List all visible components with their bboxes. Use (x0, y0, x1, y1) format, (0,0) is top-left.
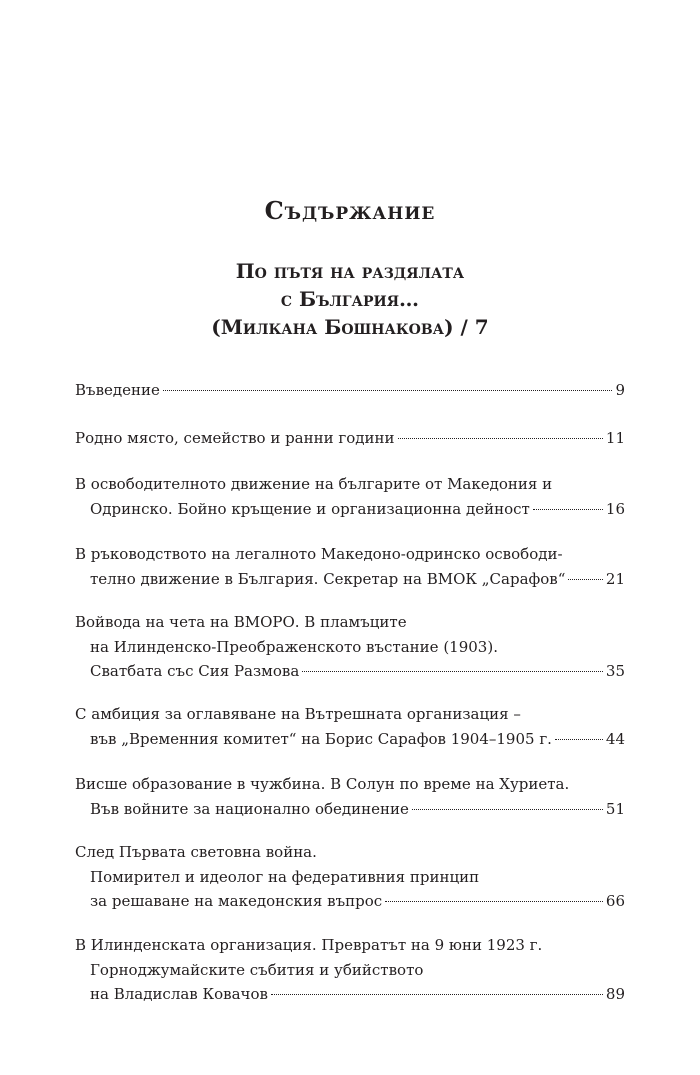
dot-leader (533, 509, 603, 510)
toc-entry-title: В ръководството на легалното Македоно-одринско освободи- (75, 545, 563, 563)
dot-leader (412, 809, 603, 810)
toc-entry (75, 472, 625, 521)
toc-entry-title: на Владислав Ковачов (90, 985, 268, 1003)
toc-line (75, 797, 625, 822)
toc-line (75, 567, 625, 592)
toc-line (75, 472, 625, 497)
toc-entry-title: Въведение (75, 381, 160, 399)
toc-line (75, 702, 625, 727)
toc-entry (75, 542, 625, 591)
toc-entry (75, 933, 625, 1007)
toc-entry (75, 610, 625, 684)
toc-line (75, 772, 625, 797)
toc-page-number: 89 (605, 985, 625, 1003)
toc-line (75, 426, 625, 451)
toc-entry-title: В Илинденската организация. Превратът на 9 юни 1923 г. (75, 936, 543, 954)
subtitle (0, 257, 700, 341)
toc-entry-title: Горноджумайските събития и убийството (90, 960, 424, 979)
dot-leader (568, 579, 602, 580)
page-title: Съдържание (264, 196, 436, 225)
dot-leader (271, 994, 603, 995)
toc-entry-title: Сватбата със Сия Размова (90, 662, 300, 680)
dot-leader (385, 901, 603, 902)
toc-entry-title: Висше образование в чужбина. В Солун по време на Хуриета. (75, 775, 570, 793)
toc-entry-title: Във войните за национално обединение (90, 799, 409, 818)
toc-entry-title: Родно място, семейство и ранни години (75, 429, 395, 447)
toc-entry (75, 702, 625, 751)
toc-line (75, 865, 625, 890)
toc-page-number: 44 (605, 729, 625, 748)
toc-line (75, 840, 625, 865)
toc-line (75, 982, 625, 1007)
dot-leader (302, 671, 603, 672)
toc-entry-title: Войвода на чета на ВМОРО. В пламъците (75, 613, 407, 631)
toc-entry-title: Одринско. Бойно кръщение и организационна дейност (90, 499, 530, 518)
toc-page-number: 11 (605, 429, 625, 447)
toc-entry (75, 772, 625, 821)
toc-entry-title: След Първата световна война. (75, 843, 317, 861)
toc-line (75, 497, 625, 522)
toc-entry-title: Помирител и идеолог на федеративния принцип (90, 867, 480, 886)
toc-page-number: 66 (605, 892, 625, 910)
toc-line (75, 727, 625, 752)
toc-entry-title: за решаване на македонския въпрос (90, 892, 383, 910)
toc-page-number: 21 (605, 569, 625, 588)
subtitle-line-1: По пътя на раздялата (235, 259, 465, 283)
dot-leader (398, 438, 603, 439)
toc-entry-title: във „Временния комитет“ на Борис Сарафов 1904–1905 г. (90, 729, 552, 748)
toc-line (75, 958, 625, 983)
subtitle-line-3: (Милкана Бошнакова) / 7 (211, 315, 489, 339)
toc-line (75, 933, 625, 958)
toc-line (75, 889, 625, 914)
toc-page-number: 16 (605, 499, 625, 518)
toc-entry (75, 426, 625, 451)
toc-page-number: 51 (605, 799, 625, 818)
toc-line (75, 610, 625, 635)
toc-entry-title: С амбиция за оглавяване на Вътрешната организация – (75, 705, 521, 723)
toc-entry (75, 840, 625, 914)
toc-entry-title: телно движение в България. Секретар на ВМОК „Сарафов“ (90, 569, 566, 588)
toc-line (75, 659, 625, 684)
toc-entry-title: В освободителното движение на българите от Македония и (75, 475, 553, 493)
toc-page-number: 35 (605, 662, 625, 680)
dot-leader (555, 739, 603, 740)
toc-line (75, 635, 625, 660)
toc-entry (75, 378, 625, 403)
dot-leader (163, 390, 613, 391)
toc-line (75, 378, 625, 403)
toc-entry-title: на Илинденско-Преображенското въстание (1903). (90, 637, 498, 656)
toc-line (75, 542, 625, 567)
toc-page-number: 9 (615, 381, 625, 399)
subtitle-line-2: с България… (280, 287, 420, 311)
